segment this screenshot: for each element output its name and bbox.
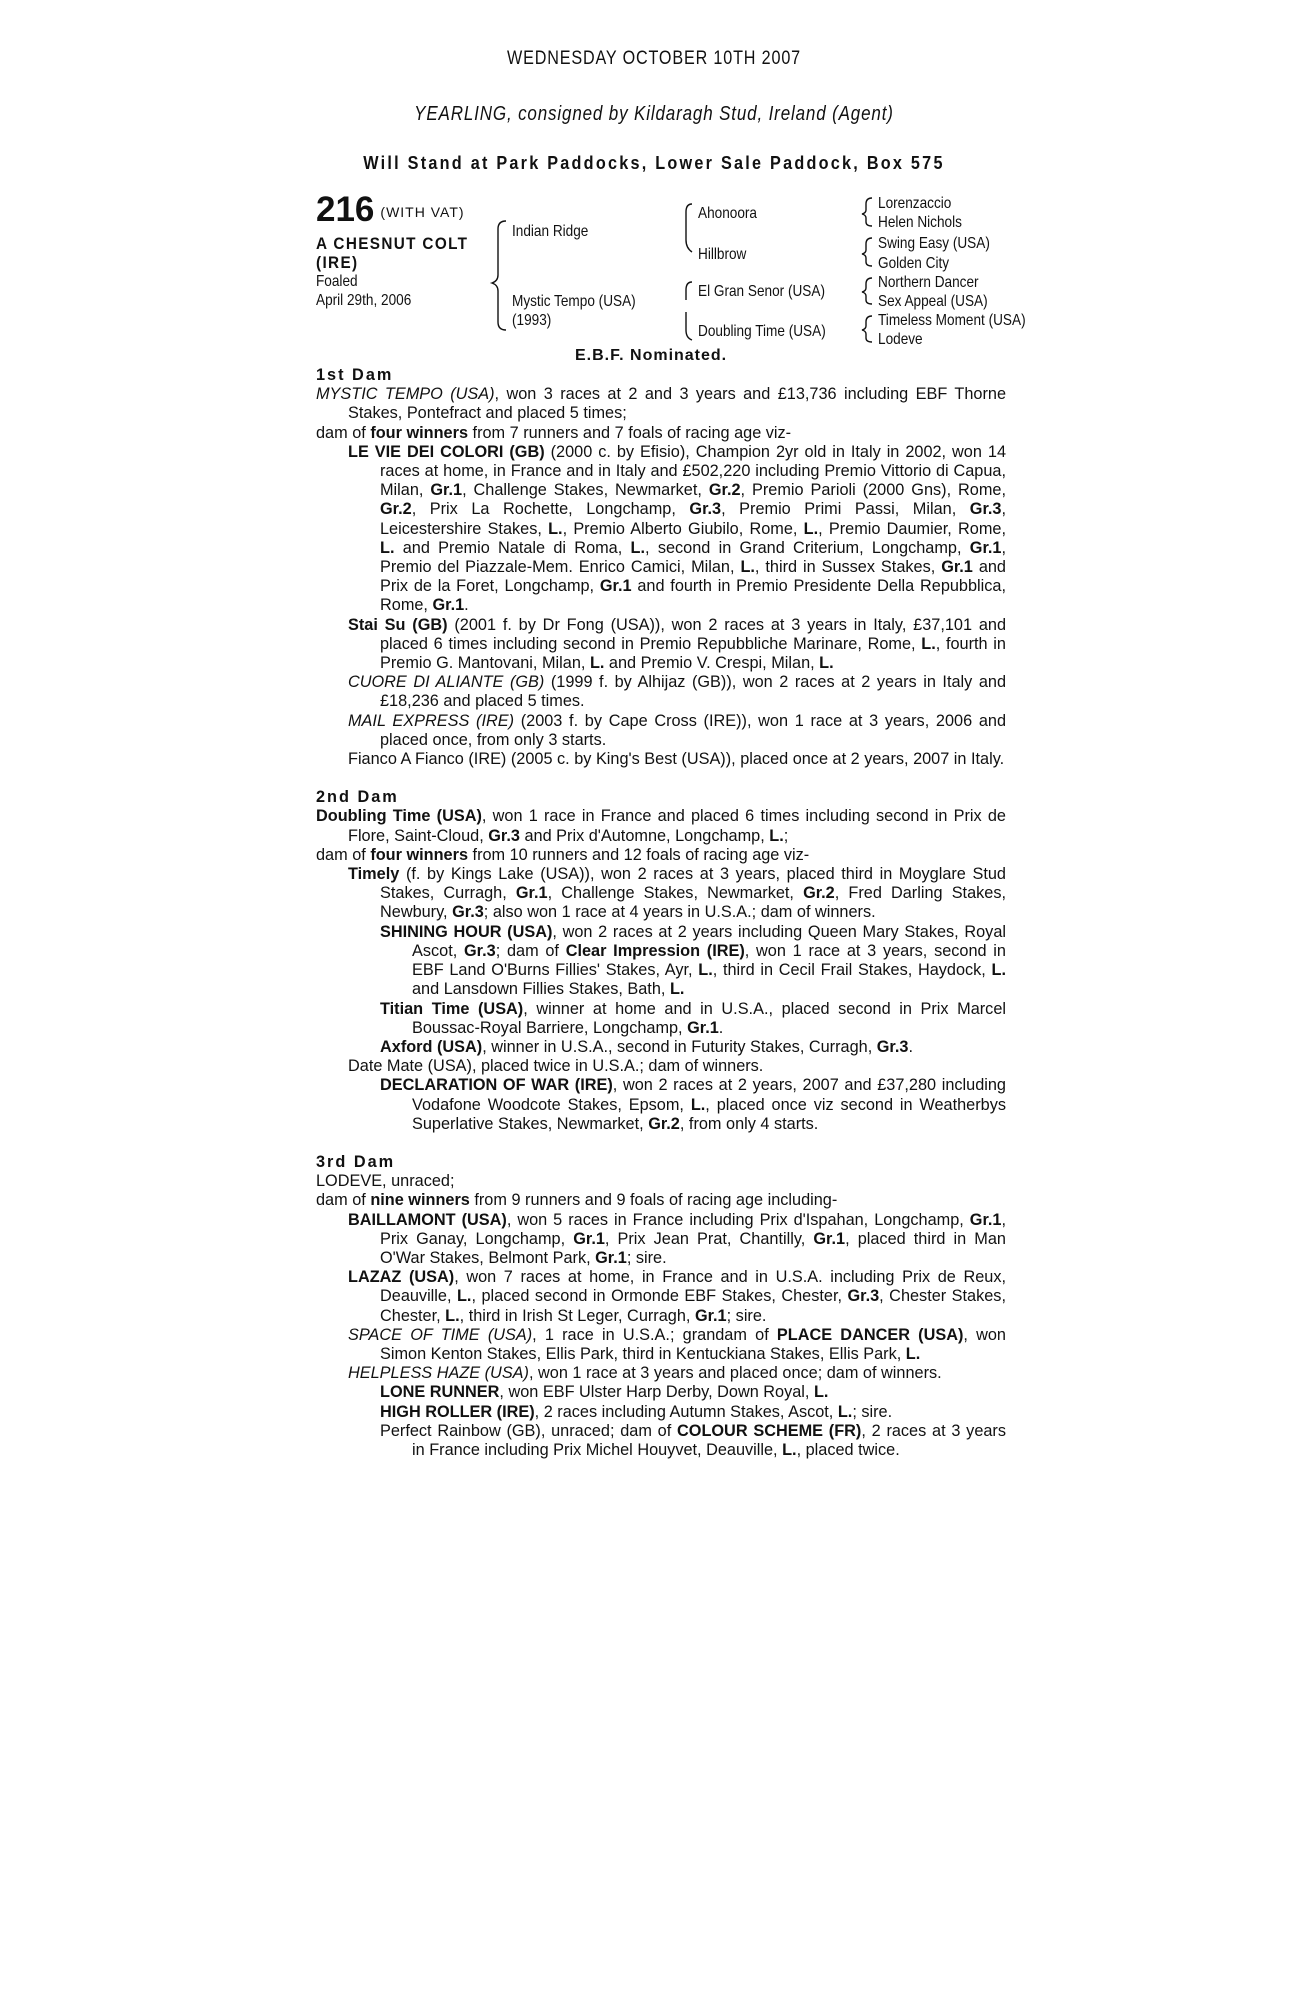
produce-lone-runner: LONE RUNNER, won EBF Ulster Harp Derby, Down Royal, L. (380, 1383, 829, 1402)
produce-helpless-haze: HELPLESS HAZE (USA), won 1 race at 3 years and placed once; dam of winners. (348, 1364, 942, 1383)
foaled-date: April 29th, 2006 (316, 292, 412, 309)
bracket-gen3-d (862, 316, 872, 342)
pedigree-sire: Indian Ridge (512, 223, 589, 240)
bracket-gen3-b (862, 238, 872, 266)
second-dam-produce-intro: dam of four winners from 10 runners and 12 foals of racing age viz- (316, 845, 810, 864)
third-dam-title: 3rd Dam (316, 1152, 396, 1171)
produce-high-roller: HIGH ROLLER (IRE), 2 races including Autumn Stakes, Ascot, L.; sire. (380, 1402, 893, 1421)
first-dam-title: 1st Dam (316, 366, 394, 384)
foaled-label: Foaled (316, 273, 358, 290)
produce-lazaz: LAZAZ (USA), won 7 races at home, in France and in U.S.A. including Prix de Reux, Deauville, L., placed second in Ormonde EBF Stakes, Chester, Gr.3, Chester Stakes, Chester, L., third in Irish St Leger, Curragh, Gr.1; sire. (348, 1268, 1007, 1325)
produce-baillamont: BAILLAMONT (USA), won 5 races in France including Prix d'Ispahan, Longchamp, Gr.1, Prix Ganay, Longchamp, Gr.1, Prix Jean Prat, Chantilly, Gr.1, placed third in Man O'War Stakes, Belmont Park, Gr.1; sire. (348, 1210, 1006, 1267)
produce-record (316, 366, 1006, 1460)
pedigree-gen3-7: Timeless Moment (USA) (878, 312, 1026, 329)
pedigree-sire-dam: Hillbrow (698, 246, 747, 263)
pedigree-dam-sire: El Gran Senor (USA) (698, 283, 825, 300)
pedigree-gen3-5: Northern Dancer (878, 274, 979, 291)
bracket-gen2-dam (686, 282, 692, 340)
produce-titian-time: Titian Time (USA), winner at home and in U.S.A., placed second in Prix Marcel Boussac-Royal Barriere, Longchamp, Gr.1. (380, 999, 1006, 1037)
produce-declaration-of-war: DECLARATION OF WAR (IRE), won 2 races at 2 years, 2007 and £37,280 including Vodafone Woodcote Stakes, Epsom, L., placed once viz second in Weatherbys Superlative Stakes, Newmarket, Gr.2, from only 4 starts. (380, 1076, 1006, 1133)
produce-cuore-di-aliante: CUORE DI ALIANTE (GB) (1999 f. by Alhijaz (GB)), won 2 races at 2 years in Italy and £18,236 and placed 5 times. (348, 673, 1006, 711)
bracket-gen3-a (862, 198, 872, 226)
pedigree-dam-dam: Doubling Time (USA) (698, 323, 826, 340)
consignor-line: YEARLING, consigned by Kildaragh Stud, Ireland (Agent) (414, 103, 894, 125)
second-dam-summary: Doubling Time (USA), won 1 race in France and placed 6 times including second in Prix de Flore, Saint-Cloud, Gr.3 and Prix d'Automne, Longchamp, L.; (316, 807, 1006, 845)
produce-axford: Axford (USA), winner in U.S.A., second in Futurity Stakes, Curragh, Gr.3. (380, 1037, 913, 1056)
pedigree-gen3-3: Swing Easy (USA) (878, 235, 990, 252)
pedigree-gen3-1: Lorenzaccio (878, 195, 952, 212)
bracket-gen3-c (862, 278, 872, 304)
produce-space-of-time: SPACE OF TIME (USA), 1 race in U.S.A.; grandam of PLACE DANCER (USA), won Simon Kenton Stakes, Ellis Park, third in Kentuckiana Stakes, Ellis Park, L. (348, 1325, 1006, 1363)
pedigree-dam (512, 292, 636, 330)
stand-location: Will Stand at Park Paddocks, Lower Sale Paddock, Box 575 (363, 153, 945, 173)
pedigree-gen3-2: Helen Nichols (878, 214, 962, 231)
bracket-gen1 (492, 221, 506, 330)
produce-stai-su: Stai Su (GB) (2001 f. by Dr Fong (USA)), won 2 races at 3 years in Italy, £37,101 and placed 6 times including second in Premio Repubbliche Marinare, Rome, L., fourth in Premio G. Mantovani, Milan, L. and Premio V. Crespi, Milan, L. (348, 615, 1007, 673)
third-dam-summary: LODEVE, unraced; (316, 1172, 455, 1191)
bracket-gen2-sire (686, 204, 692, 252)
produce-perfect-rainbow: Perfect Rainbow (GB), unraced; dam of COLOUR SCHEME (FR), 2 races at 3 years in France including Prix Michel Houyvet, Deauville, L., placed twice. (380, 1421, 1006, 1459)
vat-label: (WITH VAT) (380, 203, 465, 220)
pedigree-gen3-4: Golden City (878, 255, 950, 272)
lot-number-value: 216 (316, 190, 375, 229)
produce-date-mate: Date Mate (USA), placed twice in U.S.A.; dam of winners. (348, 1057, 764, 1076)
second-dam-title: 2nd Dam (316, 788, 399, 807)
produce-shining-hour: SHINING HOUR (USA), won 2 races at 2 years including Queen Mary Stakes, Royal Ascot, Gr.3; dam of Clear Impression (IRE), won 1 race at 3 years, second in EBF Land O'Burns Fillies' Stakes, Ayr, L., third in Cecil Frail Stakes, Haydock, L. and Lansdown Fillies Stakes, Bath, L. (380, 922, 1006, 999)
pedigree-sire-sire: Ahonoora (698, 205, 757, 222)
produce-timely: Timely (f. by Kings Lake (USA)), won 2 races at 3 years, placed third in Moyglare Stud Stakes, Curragh, Gr.1, Challenge Stakes, Newmarket, Gr.2, Fred Darling Stakes, Newbury, Gr.3; also won 1 race at 4 years in U.S.A.; dam of winners. (348, 865, 1006, 922)
pedigree-gen3-8: Lodeve (878, 331, 923, 348)
sale-date: WEDNESDAY OCTOBER 10TH 2007 (506, 48, 801, 69)
pedigree-dam-name: Mystic Tempo (USA) (512, 293, 636, 310)
produce-le-vie-dei-colori: LE VIE DEI COLORI (GB) (2000 c. by Efisio), Champion 2yr old in Italy in 2002, won 14 races at home, in France and in Italy and £502,220 including Premio Vittorio di Capua, Milan, Gr.1, Challenge Stakes, Newmarket, Gr.2, Premio Parioli (2000 Gns), Rome, Gr.2, Prix La Rochette, Longchamp, Gr.3, Premio Primi Passi, Milan, Gr.3, Leicestershire Stakes, L., Premio Alberto Giubilo, Rome, L., Premio Daumier, Rome, L. and Premio Natale di Roma, L., second in Grand Criterium, Longchamp, Gr.1, Premio del Piazzale-Mem. Enrico Camici, Milan, L., third in Sussex Stakes, Gr.1 and Prix de la Foret, Longchamp, Gr.1 and fourth in Premio Presidente Della Repubblica, Rome, Gr.1. (348, 442, 1006, 615)
produce-fianco-a-fianco: Fianco A Fianco (IRE) (2005 c. by King's Best (USA)), placed once at 2 years, 2007 in Italy. (348, 750, 1005, 769)
pedigree-dam-year: (1993) (512, 312, 552, 329)
lot-description-line2: (IRE) (316, 253, 359, 272)
produce-mail-express: MAIL EXPRESS (IRE) (2003 f. by Cape Cross (IRE)), won 1 race at 3 years, 2006 and placed once, from only 3 starts. (348, 711, 1007, 749)
lot-description-line1: A CHESNUT COLT (316, 234, 469, 253)
ebf-nominated: E.B.F. Nominated. (575, 347, 728, 364)
first-dam-produce-intro: dam of four winners from 7 runners and 7 foals of racing age viz- (316, 423, 792, 442)
pedigree-gen3-6: Sex Appeal (USA) (878, 293, 988, 310)
first-dam-summary: MYSTIC TEMPO (USA), won 3 races at 2 and 3 years and £13,736 including EBF Thorne Stakes, Pontefract and placed 5 times; (316, 385, 1006, 423)
third-dam-produce-intro: dam of nine winners from 9 runners and 9 foals of racing age including- (316, 1191, 838, 1210)
